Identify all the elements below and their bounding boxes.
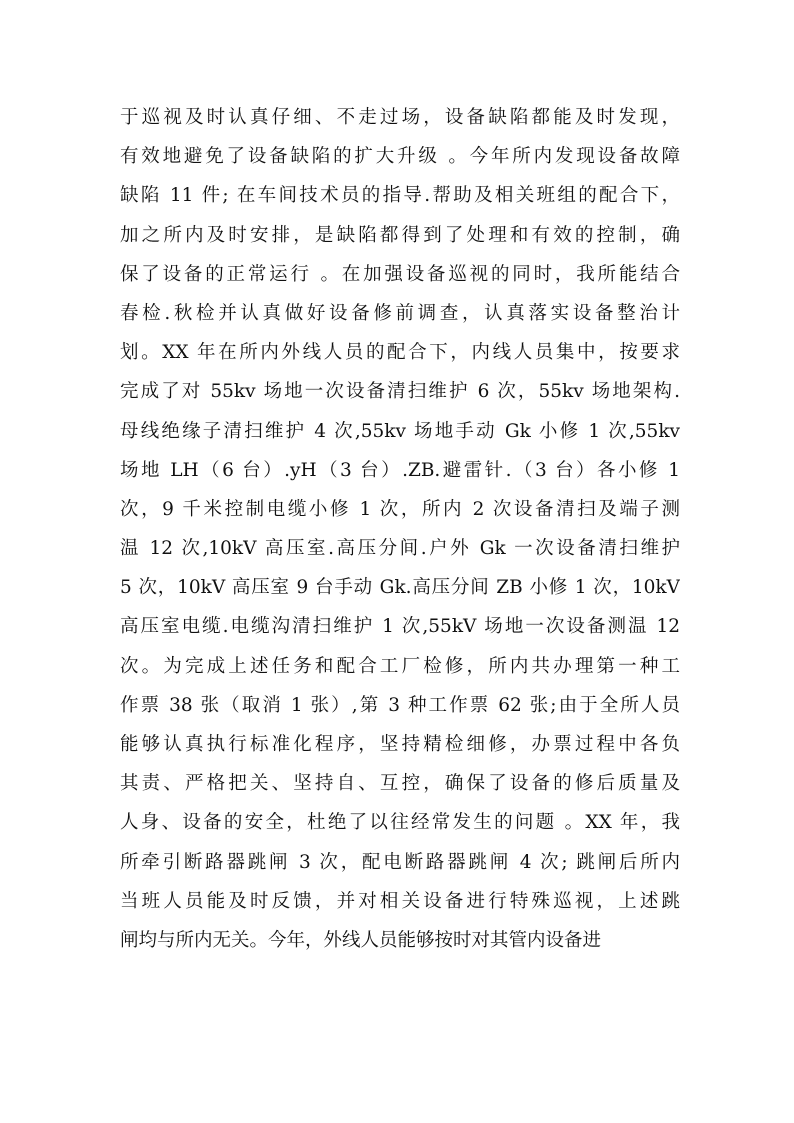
text-line: 划。XX 年在所内外线人员的配合下，内线人员集中，按要求 — [120, 342, 680, 364]
text-line: 次，9 千米控制电缆小修 1 次，所内 2 次设备清扫及端子测 — [120, 498, 680, 520]
text-line: 有效地避免了设备缺陷的扩大升级 。今年所内发现设备故障 — [120, 146, 680, 168]
text-line: 加之所内及时安排，是缺陷都得到了处理和有效的控制，确 — [120, 224, 680, 246]
text-line: 5 次，10kV 高压室 9 台手动 Gk.高压分间 ZB 小修 1 次，10kV — [120, 577, 680, 599]
text-line: 当班人员能及时反馈，并对相关设备进行特殊巡视，上述跳 — [120, 890, 680, 912]
text-line: 母线绝缘子清扫维护 4 次,55kv 场地手动 Gk 小修 1 次,55kv — [120, 420, 680, 442]
text-line: 能够认真执行标准化程序，坚持精检细修，办票过程中各负 — [120, 734, 680, 755]
text-line: 保了设备的正常运行 。在加强设备巡视的同时，我所能结合 — [120, 263, 680, 285]
text-line: 高压室电缆.电缆沟清扫维护 1 次,55kV 场地一次设备测温 12 — [120, 616, 680, 638]
text-line: 作票 38 张（取消 1 张）,第 3 种工作票 62 张;由于全所人员 — [120, 694, 680, 716]
text-line: 人身、设备的安全，杜绝了以往经常发生的问题 。XX 年，我 — [120, 812, 680, 834]
body-text — [120, 98, 680, 960]
text-line: 缺陷 11 件; 在车间技术员的指导.帮助及相关班组的配合下， — [120, 185, 680, 207]
text-line: 次。为完成上述任务和配合工厂检修，所内共办理第一种工 — [120, 655, 680, 677]
text-line: 场地 LH（6 台）.yH（3 台）.ZB.避雷针.（3 台）各小修 1 — [120, 459, 680, 481]
text-line: 温 12 次,10kV 高压室.高压分间.户外 Gk 一次设备清扫维护 — [120, 538, 680, 560]
text-line: 闸均与所内无关。今年，外线人员能够按时对其管内设备进 — [120, 929, 602, 951]
text-line: 春检.秋检并认真做好设备修前调查，认真落实设备整治计 — [120, 302, 680, 324]
text-line: 其责、严格把关、坚持自、互控，确保了设备的修后质量及 — [120, 773, 680, 795]
text-line: 完成了对 55kv 场地一次设备清扫维护 6 次，55kv 场地架构. — [120, 381, 680, 403]
text-line: 于巡视及时认真仔细、不走过场，设备缺陷都能及时发现， — [120, 107, 680, 128]
text-line: 所牵引断路器跳闸 3 次，配电断路器跳闸 4 次; 跳闸后所内 — [120, 851, 680, 873]
